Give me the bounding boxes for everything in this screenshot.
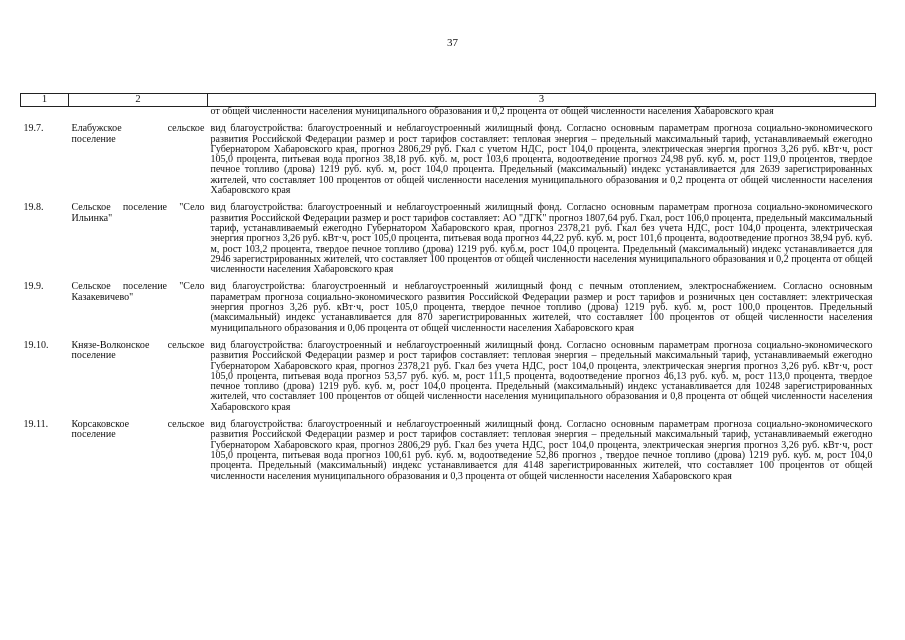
tariff-table	[20, 93, 876, 489]
settlement-name: Сельское поселение "Село Казакевичево"	[71, 281, 205, 303]
row-number: 19.8.	[23, 202, 44, 214]
table-row	[21, 341, 876, 420]
table-row-continuation	[21, 107, 876, 125]
row-number: 19.9.	[23, 281, 44, 293]
settlement-name: Сельское поселение "Село Ильинка"	[71, 202, 205, 224]
row-number: 19.11.	[23, 419, 49, 431]
row-description: вид благоустройства: благоустроенный и неблагоустроенный жилищный фонд. Согласно основным параметрам прогноза социально-экономического развития Российской Федерации размер и рост тарифов составляет: тепловая энергия – предельный максимальный тариф, устанавливаемый ежегодно Губернатором Хабаровского края, прогноз 2378,21 руб. Гкал без учета НДС, рост 104,0 процента, электрическая энергия прогноз 3,26 руб. кВт·ч, рост 105,0 процента, питьевая вода прогноз 53,57 руб. куб. м, рост 111,5 процента, водоотведение прогноз 46,13 руб. куб. м, рост 113,0 процента, твердое печное топливо (дрова) 1219 руб. куб. м, рост 104,0 процента. Предельный (максимальный) индекс устанавливается для 10248 зарегистрированных жителей, что составляет 100 процентов от общей численности населения муниципального образования и 0,8 процента от общей численности населения Хабаровского края	[210, 339, 873, 413]
table-header	[21, 94, 876, 107]
row-description: вид благоустройства: благоустроенный и неблагоустроенный жилищный фонд с печным отоплением, электроснабжением. Согласно основным параметрам прогноза социально-экономического развития Российской Федерации размер и рост тарифов и розничных цен составляет: электрическая энергия прогноз 3,26 руб. кВт·ч, рост 105,0 процента, твердое печное топливо (дрова) 1219 руб. куб. м, рост 100,0 процентов. Предельный (максимальный) индекс устанавливается для 870 зарегистрированных жителей, что составляет 100 процентов от общей численности населения муниципального образования и 0,06 процента от общей численности населения Хабаровского края	[210, 281, 873, 334]
row-description: вид благоустройства: благоустроенный и неблагоустроенный жилищный фонд. Согласно основным параметрам прогноза социально-экономического развития Российской Федерации размер и рост тарифов составляет: тепловая энергия – предельный максимальный тариф, устанавливаемый ежегодно Губернатором Хабаровского края, прогноз 2806,29 руб. Гкал с учетом НДС, рост 104,0 процента, электрическая энергия прогноз 3,26 руб. кВт·ч, рост 105,0 процента, питьевая вода прогноз 38,18 руб. куб. м, рост 103,6 процента, водоотведение прогноз 24,98 руб. куб. м, рост 119,0 процентов, твердое печное топливо (дрова) 1219 руб. куб. м, рост 104,0 процента. Предельный (максимальный) индекс устанавливается для 2639 зарегистрированных жителей, что составляет 100 процентов от общей численности населения муниципального образования и 0,2 процента от общей численности населения Хабаровского края	[210, 123, 873, 197]
settlement-name: Елабужское сельское поселение	[71, 123, 205, 145]
header-col-3: 3	[208, 94, 876, 107]
settlement-name: Корсаковское сельское поселение	[71, 419, 205, 441]
table-row	[21, 203, 876, 282]
row-number: 19.10.	[23, 339, 49, 351]
page-number: 37	[447, 37, 458, 49]
header-col-1: 1	[21, 94, 69, 107]
table-row	[21, 124, 876, 203]
table-row	[21, 282, 876, 340]
table-row	[21, 420, 876, 489]
row-description: вид благоустройства: благоустроенный и неблагоустроенный жилищный фонд. Согласно основным параметрам прогноза социально-экономического развития Российской Федерации размер и рост тарифов составляет: АО "ДГК" прогноз 1807,64 руб. Гкал, рост 106,0 процента, предельный максимальный тариф, устанавливаемый ежегодно Губернатором Хабаровского края, прогноз 2378,21 руб. Гкал без учета НДС, рост 104,0 процента, электрическая энергия прогноз 3,26 руб. кВт·ч, рост 105,0 процента, питьевая вода прогноз 44,22 руб. куб. м, рост 101,6 процента, водоотведение прогноз 38,94 руб. куб. м, рост 103,2 процента, твердое печное топливо (дрова) 1219 руб. куб.м, рост 104,0 процента. Предельный (максимальный) индекс устанавливается для 2946 зарегистрированных жителей, что составляет 100 процентов от общей численности населения муниципального образования и 0,2 процента от общей численности населения Хабаровского края	[210, 202, 873, 276]
settlement-name: Князе-Волконское сельское поселение	[71, 339, 205, 362]
continuation-text: от общей численности населения муниципального образования и 0,2 процента от общей численности населения Хабаровского края	[210, 106, 774, 117]
row-description: вид благоустройства: благоустроенный и неблагоустроенный жилищный фонд. Согласно основным параметрам прогноза социально-экономического развития Российской Федерации размер и рост тарифов составляет: тепловая энергия – предельный максимальный тариф, устанавливаемый ежегодно Губернатором Хабаровского края, прогноз 2806,29 руб. Гкал без учета НДС, рост 104,0 процента, электрическая энергия прогноз 3,26 руб. кВт·ч, рост 105,0 процента, питьевая вода прогноз 100,61 руб. куб. м, водоотведение 52,86 прогноз , твердое печное топливо (дрова) 1219 руб. куб. м, рост 104,0 процента. Предельный (максимальный) индекс устанавливается для 4148 зарегистрированных жителей, что составляет 100 процентов от общей численности населения муниципального образования и 0,3 процента от общей численности населения Хабаровского края	[210, 419, 873, 482]
row-number: 19.7.	[23, 123, 44, 135]
header-col-2: 2	[69, 94, 208, 107]
